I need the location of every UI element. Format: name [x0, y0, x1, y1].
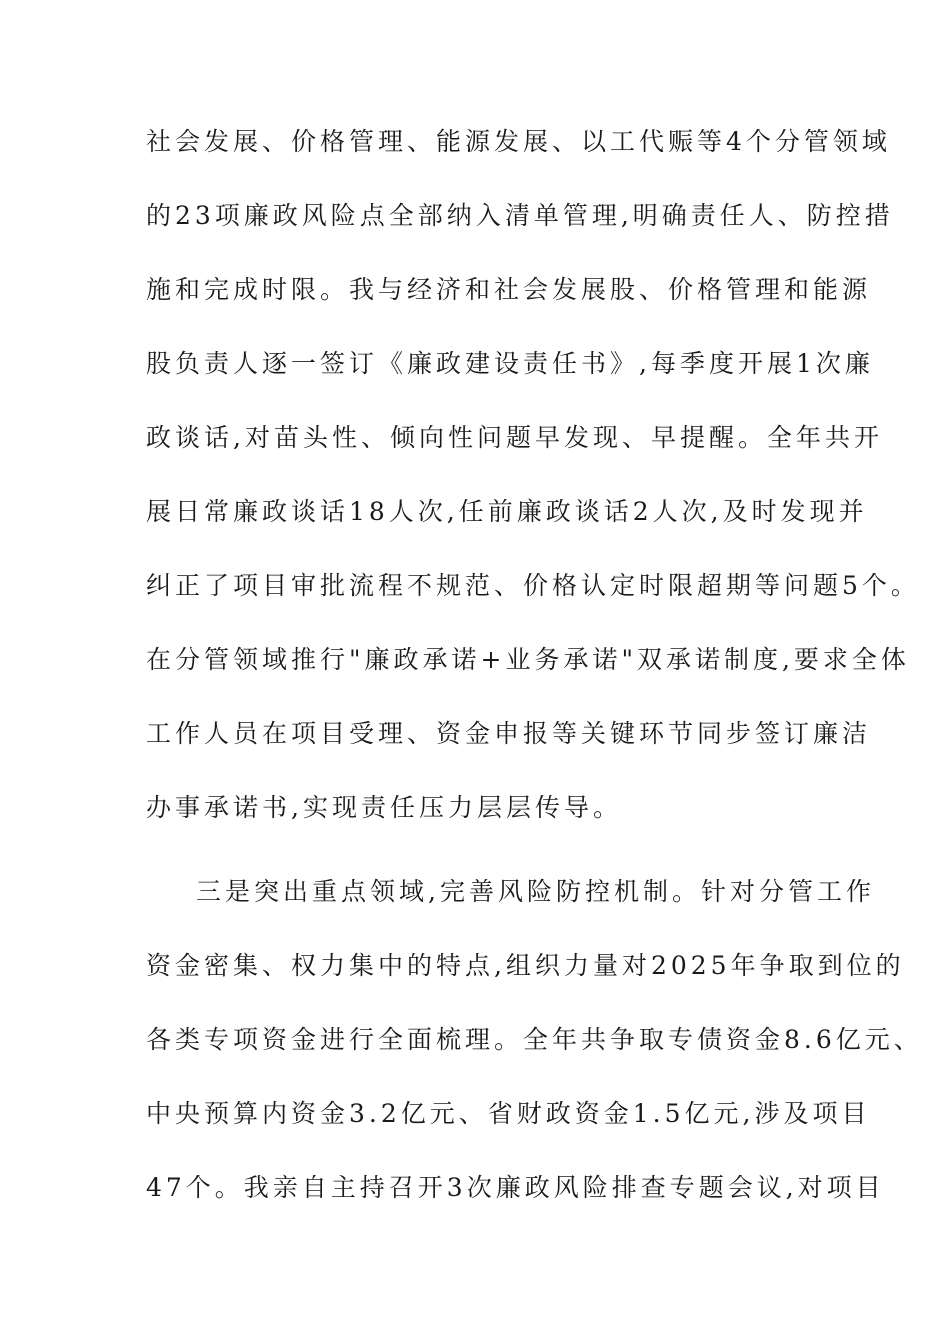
text-line: 资金密集、权力集中的特点,组织力量对2025年争取到位的	[146, 951, 905, 980]
text-line: 各类专项资金进行全面梳理。全年共争取专债资金8.6亿元、	[146, 1025, 923, 1054]
text-line: 办事承诺书,实现责任压力层层传导。	[146, 793, 622, 822]
text-line: 中央预算内资金3.2亿元、省财政资金1.5亿元,涉及项目	[146, 1099, 871, 1128]
text-line: 展日常廉政谈话18人次,任前廉政谈话2人次,及时发现并	[146, 497, 868, 526]
text-line: 47个。我亲自主持召开3次廉政风险排查专题会议,对项目	[146, 1173, 885, 1202]
text-line: 社会发展、价格管理、能源发展、以工代赈等4个分管领域	[146, 127, 891, 156]
text-line: 在分管领域推行"廉政承诺+业务承诺"双承诺制度,要求全体	[146, 645, 910, 674]
text-line: 工作人员在项目受理、资金申报等关键环节同步签订廉洁	[146, 719, 872, 748]
text-line: 施和完成时限。我与经济和社会发展股、价格管理和能源	[146, 275, 872, 304]
text-line: 政谈话,对苗头性、倾向性问题早发现、早提醒。全年共开	[146, 423, 883, 452]
text-line: 的23项廉政风险点全部纳入清单管理,明确责任人、防控措	[146, 201, 894, 230]
text-line: 股负责人逐一签订《廉政建设责任书》,每季度开展1次廉	[146, 349, 874, 378]
paragraph-first-line: 三是突出重点领域,完善风险防控机制。针对分管工作	[196, 877, 875, 906]
text-line: 纠正了项目审批流程不规范、价格认定时限超期等问题5个。	[146, 571, 920, 600]
